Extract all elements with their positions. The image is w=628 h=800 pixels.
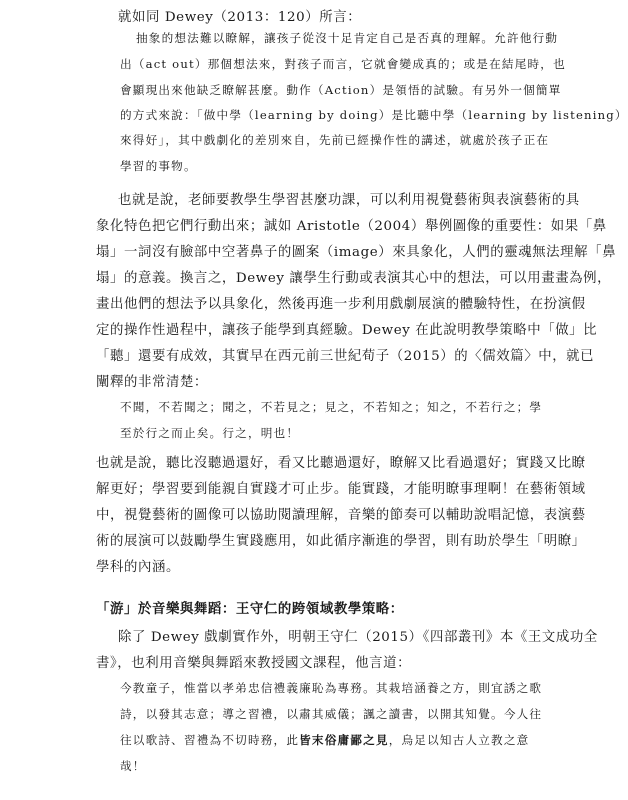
text-segment: 來得好」，其中戲劇化的差別來自，先前已經操作性的講述，就處於孩子正在	[120, 133, 550, 147]
quote-line	[120, 158, 197, 174]
text-segment: 象化特色把它們行動出來；誠如 Aristotle（2004）舉例圖像的重要性：如果「鼻	[96, 219, 607, 234]
text-segment: 出（act out）那個想法來，對孩子而言，它就會變成真的；或是在結尾時，也	[120, 57, 566, 71]
text-segment: ，烏足以知古人立教之意	[388, 733, 530, 747]
quote-line	[136, 30, 559, 46]
text-segment: 會顯現出來他缺乏瞭解甚麼。動作（Action）是領悟的試驗。有另外一個簡單	[120, 83, 562, 97]
emphasized-text: 皆末俗庸鄙之見	[299, 733, 389, 747]
quote-line	[120, 56, 566, 72]
text-segment: 的方式來說：「做中學（learning by doing）是比聽中學（learning by listening）	[120, 108, 628, 122]
text-line	[96, 652, 411, 671]
text-segment: 往以歌詩、習禮為不切時務，此	[120, 733, 300, 747]
text-line	[96, 345, 595, 364]
text-segment: 至於行之而止矣。行之，明也！	[120, 426, 300, 440]
text-segment: 畫出他們的想法予以具象化，然後再進一步利用戲劇展演的體驗特性，在扮演假	[96, 297, 586, 312]
text-line	[96, 530, 586, 549]
text-line	[96, 504, 586, 523]
text-line	[96, 319, 598, 338]
text-line	[96, 478, 586, 497]
text-segment: 術的展演可以鼓勵學生實踐應用，如此循序漸進的學習，則有助於學生「明瞭」	[96, 534, 586, 549]
text-line	[96, 241, 617, 260]
text-line	[118, 189, 580, 208]
quote-line	[120, 132, 550, 148]
text-line	[118, 626, 598, 645]
text-line	[96, 215, 607, 234]
text-segment: 闡釋的非常清楚：	[96, 375, 208, 390]
text-segment: 學習的事物。	[120, 159, 197, 173]
text-segment: 抽象的想法難以瞭解，讓孩子從沒十足肯定自己是否真的理解。允許他行動	[136, 31, 559, 45]
text-line	[96, 293, 586, 312]
text-segment: 解更好；學習要到能親自實踐才可止步。能實踐，才能明瞭事理啊！在藝術領域	[96, 482, 586, 497]
quote-line	[120, 399, 543, 415]
quote-line	[120, 425, 299, 441]
text-line	[118, 6, 361, 25]
text-segment: 「游」於音樂與舞蹈：王守仁的跨領域教學策略：	[96, 601, 404, 617]
text-segment: 中，視覺藝術的圖像可以協助閱讀理解，音樂的節奏可以輔助說唱記憶，表演藝	[96, 508, 586, 523]
text-segment: 除了 Dewey 戲劇實作外，明朝王守仁（2015）《四部叢刊》本《王文成功全	[118, 630, 598, 645]
text-line	[96, 556, 180, 575]
section-heading	[96, 598, 404, 617]
quote-line	[120, 732, 529, 748]
text-line	[96, 371, 208, 390]
text-segment: 學科的內涵。	[96, 560, 180, 575]
text-segment: 書》，也利用音樂與舞蹈來教授國文課程，他言道：	[96, 656, 412, 671]
text-segment: 「聽」還要有成效，其實早在西元前三世紀荀子（2015）的〈儒效篇〉中，就已	[96, 349, 595, 364]
text-line	[96, 452, 586, 471]
quote-line	[120, 706, 543, 722]
quote-line	[120, 107, 628, 123]
text-segment: 今教童子，惟當以孝弟忠信禮義廉恥為專務。其栽培涵養之方，則宜誘之歌	[120, 681, 543, 695]
text-segment: 就如同 Dewey（2013：120）所言：	[118, 10, 362, 25]
text-segment: 詩，以發其志意；導之習禮，以肅其威儀；諷之讀書，以開其知覺。今人往	[120, 707, 543, 721]
text-segment: 塌」一詞沒有臉部中空著鼻子的圖案（image）來具象化，人們的靈魂無法理解「鼻	[96, 245, 617, 260]
text-segment: 哉！	[120, 759, 146, 773]
text-segment: 也就是說，老師要教學生學習甚麼功課，可以利用視覺藝術與表演藝術的具	[118, 193, 580, 208]
text-line	[96, 267, 612, 286]
text-segment: 定的操作性過程中，讓孩子能學到真經驗。Dewey 在此說明教學策略中「做」比	[96, 323, 598, 338]
text-segment: 不聞，不若聞之；聞之，不若見之；見之，不若知之；知之，不若行之；學	[120, 400, 543, 414]
quote-line	[120, 680, 543, 696]
quote-line	[120, 82, 562, 98]
text-segment: 也就是說，聽比沒聽過還好，看又比聽過還好，瞭解又比看過還好；實踐又比瞭	[96, 456, 586, 471]
text-segment: 塌」的意義。換言之，Dewey 讓學生行動或表演其心中的想法，可以用畫畫為例，	[96, 271, 612, 286]
quote-line	[120, 758, 146, 774]
